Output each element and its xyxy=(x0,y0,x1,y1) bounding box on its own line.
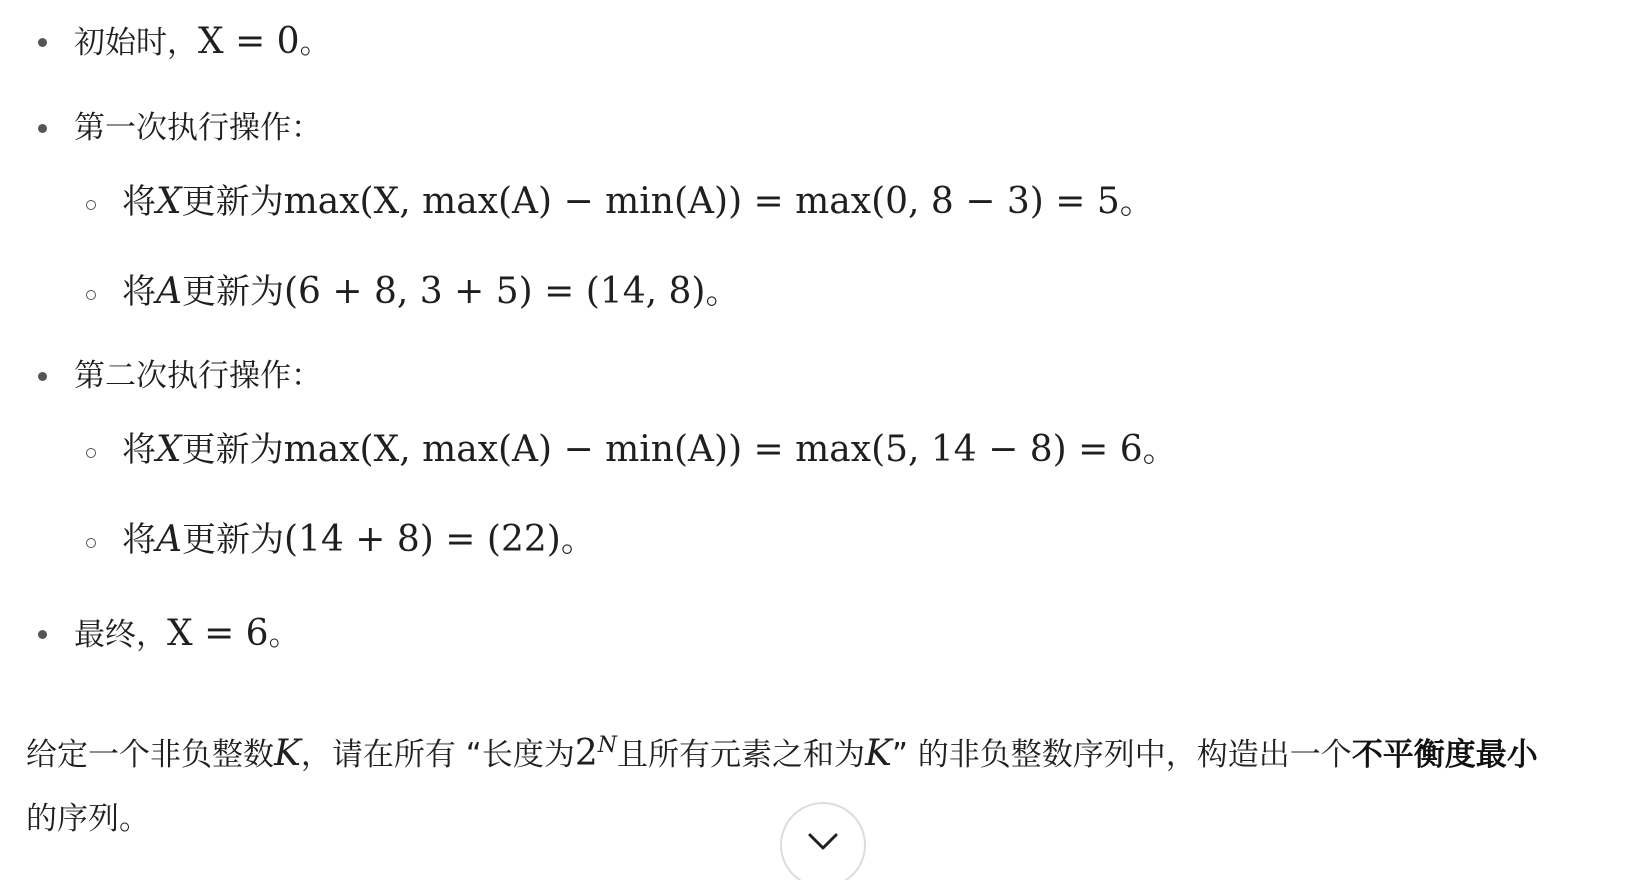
sub-middle: 更新为 xyxy=(182,272,284,312)
bullet-dot xyxy=(38,38,47,47)
bullet-label: 初始时， xyxy=(74,25,198,61)
bullet-second-operation xyxy=(74,356,322,396)
bullet-label: 最终， xyxy=(74,617,167,653)
math-formula: (14 + 8) = (22) xyxy=(284,519,561,560)
text-segment: 的序列。 xyxy=(26,801,150,837)
sub-bullet-update-a-1 xyxy=(122,270,739,314)
bold-term: 不平衡度最小 xyxy=(1351,737,1538,773)
sub-prefix: 将 xyxy=(122,272,156,312)
math-formula: (6 + 8, 3 + 5) = (14, 8) xyxy=(284,271,706,312)
math-var: X xyxy=(156,429,182,470)
text-segment: 给定一个非负整数 xyxy=(26,737,274,773)
sub-prefix: 将 xyxy=(122,520,156,560)
sentence-end: 。 xyxy=(560,520,595,560)
sub-bullet-update-x-2 xyxy=(122,428,1177,472)
text-segment: ，请在所有 “长度为 xyxy=(300,737,575,773)
sub-middle: 更新为 xyxy=(181,430,284,470)
bullet-dot xyxy=(38,372,47,381)
sub-prefix: 将 xyxy=(122,430,156,470)
math-var: A xyxy=(156,519,182,560)
bullet-label: 第二次执行操作： xyxy=(74,358,322,394)
sub-middle: 更新为 xyxy=(182,520,284,560)
bullet-label: 第一次执行操作： xyxy=(74,110,322,146)
bullet-dot xyxy=(38,124,47,133)
bullet-final xyxy=(74,614,300,655)
math-var: K xyxy=(864,733,892,774)
scroll-down-button[interactable] xyxy=(780,802,866,880)
math-formula: max(X, max(A) − min(A)) = max(0, 8 − 3) = 5 xyxy=(283,181,1120,222)
math-expression: X = 0 xyxy=(198,21,300,62)
sentence-end: 。 xyxy=(268,617,300,653)
sub-bullet-circle xyxy=(86,448,96,458)
chevron-down-icon xyxy=(807,832,839,852)
bullet-first-operation xyxy=(74,108,322,148)
sub-middle: 更新为 xyxy=(181,182,284,222)
math-var: A xyxy=(156,271,182,312)
sub-bullet-update-a-2 xyxy=(122,518,595,562)
sub-bullet-circle xyxy=(86,538,96,548)
sub-bullet-circle xyxy=(86,290,96,300)
math-formula: max(X, max(A) − min(A)) = max(5, 14 − 8) = 6 xyxy=(283,429,1143,470)
math-var: X xyxy=(156,181,182,222)
text-segment: 且所有元素之和为 xyxy=(616,737,865,773)
bullet-initial xyxy=(74,22,331,63)
sub-prefix: 将 xyxy=(122,182,156,222)
sub-bullet-circle xyxy=(86,200,96,210)
sub-bullet-update-x-1 xyxy=(122,180,1154,224)
text-segment: ” 的非负整数序列中，构造出一个 xyxy=(891,737,1352,773)
sentence-end: 。 xyxy=(299,25,331,61)
sentence-end: 。 xyxy=(1119,182,1154,222)
math-power: $2^N$ xyxy=(574,733,617,774)
sentence-end: 。 xyxy=(1142,430,1177,470)
sentence-end: 。 xyxy=(705,272,740,312)
math-expression: X = 6 xyxy=(167,613,269,654)
math-var: K xyxy=(274,733,301,774)
bullet-dot xyxy=(38,630,47,639)
